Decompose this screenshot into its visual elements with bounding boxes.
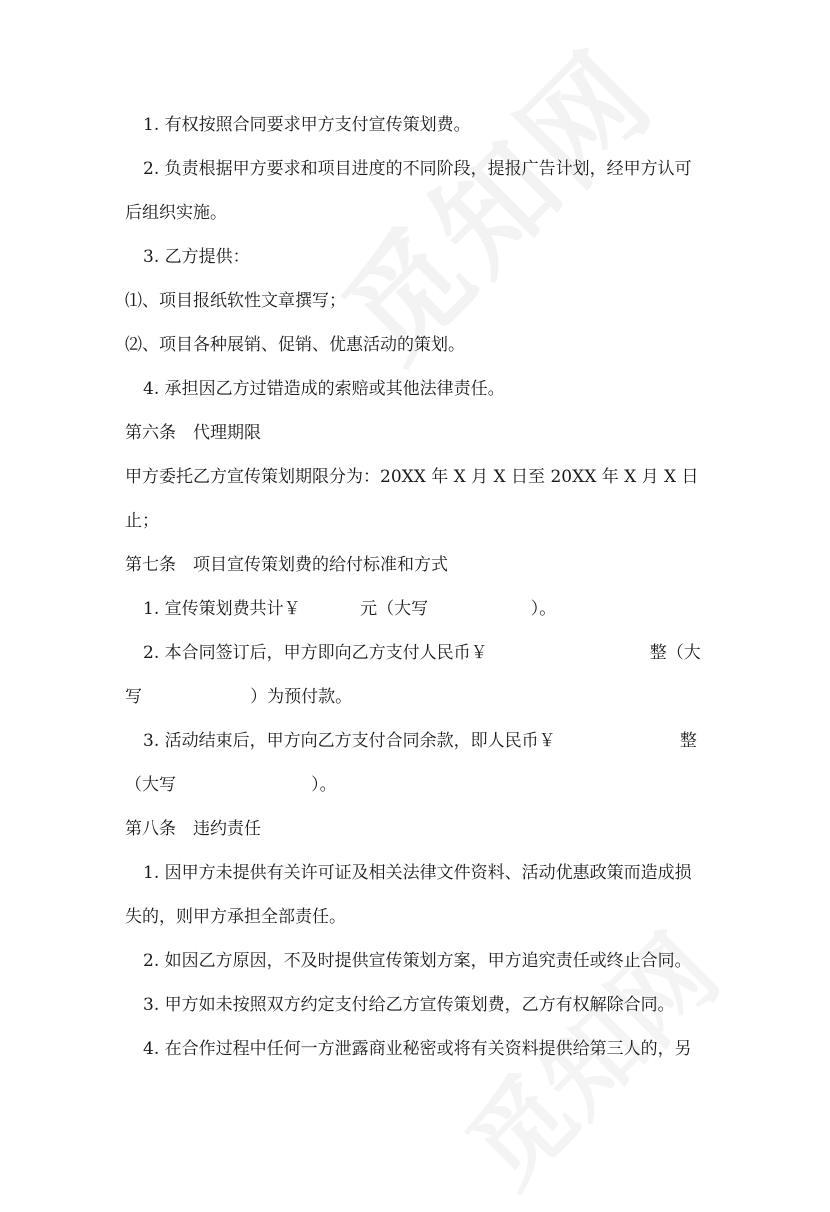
section-heading-6: 第六条 代理期限: [125, 423, 261, 443]
clause-line-1: 1. 有权按照合同要求甲方支付宣传策划费。: [143, 115, 471, 135]
fee-line-1: 1. 宣传策划费共计￥ 元（大写 ）。: [143, 599, 557, 619]
liability-line-4: 4. 在合作过程中任何一方泄露商业秘密或将有关资料提供给第三人的，另: [143, 1039, 692, 1059]
fee-line-2: 2. 本合同签订后，甲方即向乙方支付人民币￥ 整（大: [143, 643, 701, 663]
section-heading-7: 第七条 项目宣传策划费的给付标准和方式: [125, 555, 448, 575]
fee-line-2-cont: 写 ）为预付款。: [125, 687, 353, 707]
liability-line-2: 2. 如因乙方原因，不及时提供宣传策划方案，甲方追究责任或终止合同。: [143, 951, 692, 971]
term-line-cont: 止；: [125, 511, 159, 531]
clause-line-4: 4. 承担因乙方过错造成的索赔或其他法律责任。: [143, 379, 505, 399]
clause-line-3: 3. 乙方提供：: [143, 247, 250, 267]
term-line: 甲方委托乙方宣传策划期限分为：20XX 年 X 月 X 日至 20XX 年 X 月 X 日: [125, 467, 699, 487]
clause-line-2: 2. 负责根据甲方要求和项目进度的不同阶段，提报广告计划，经甲方认可: [143, 159, 692, 179]
liability-line-1: 1. 因甲方未提供有关许可证及相关法律文件资料、活动优惠政策而造成损: [143, 863, 692, 883]
liability-line-1-cont: 失的，则甲方承担全部责任。: [125, 907, 346, 927]
liability-line-3: 3. 甲方如未按照双方约定支付给乙方宣传策划费，乙方有权解除合同。: [143, 995, 675, 1015]
clause-sub-2: ⑵、项目各种展销、促销、优惠活动的策划。: [125, 335, 465, 355]
section-heading-8: 第八条 违约责任: [125, 819, 261, 839]
watermark: [300, 7, 683, 390]
fee-line-3: 3. 活动结束后，甲方向乙方支付合同余款，即人民币￥ 整: [143, 731, 697, 751]
clause-line-2-cont: 后组织实施。: [125, 203, 227, 223]
fee-line-3-cont: （大写 ）。: [125, 775, 337, 795]
clause-sub-1: ⑴、项目报纸软性文章撰写；: [125, 291, 346, 311]
